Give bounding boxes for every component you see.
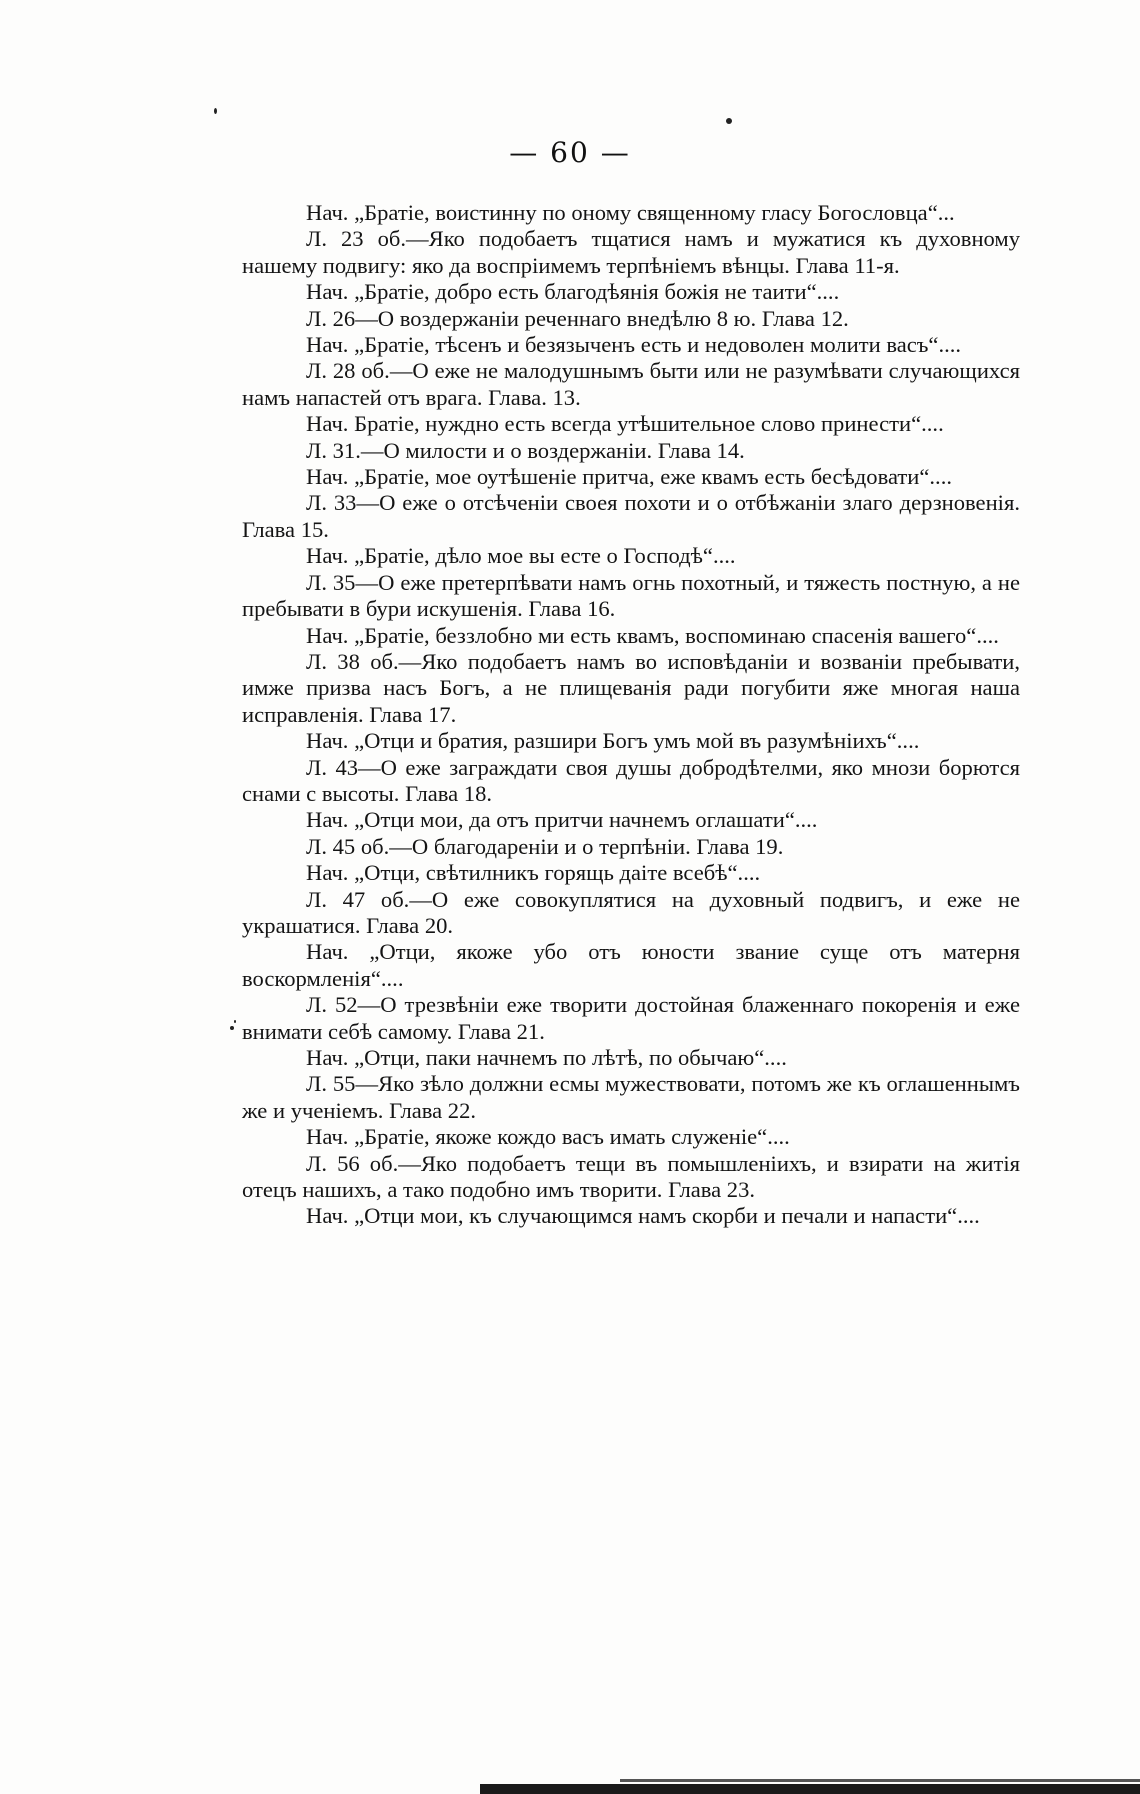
text-entry: Нач. Братіе, нуждно есть всегда утѣшительное слово принести“.... <box>306 411 944 437</box>
print-speck <box>230 1026 234 1030</box>
page-number: — 60 — <box>509 136 631 169</box>
text-entry: Л. 33—О еже о отсѣченіи своея похоти и о отбѣжаніи злаго дерзновенія. Глава 15. <box>242 490 1020 542</box>
text-entry: Нач. „Отци мои, да отъ притчи начнемъ оглашати“.... <box>306 807 818 833</box>
text-entry: Нач. „Отци, якоже убо отъ юности звание суще отъ матерня воскормленія“.... <box>242 939 1020 991</box>
table-of-contents-text <box>242 200 1020 1230</box>
text-entry: Нач. „Братіе, мое оутѣшеніе притча, еже квамъ есть бесѣдовати“.... <box>306 464 952 490</box>
text-entry: Нач. „Братіе, якоже кождо васъ имать служеніе“.... <box>306 1124 790 1150</box>
text-entry: Нач. „Братіе, дѣло мое вы есте о Господѣ“.... <box>306 543 736 569</box>
print-speck <box>214 108 217 114</box>
text-entry: Нач. „Отци, паки начнемъ по лѣтѣ, по обычаю“.... <box>306 1045 787 1070</box>
text-entry: Л. 31.—О милости и о воздержаніи. Глава 14. <box>306 437 745 463</box>
text-entry: Л. 38 об.—Яко подобаетъ намъ во исповѣданіи и возваніи пребывати, имже призва насъ Богъ, а не плищеванія ради погубити яже многая наша исправленія. Глава 17. <box>242 648 1020 727</box>
text-entry: Нач. „Отци мои, къ случающимся намъ скорби и печали и напасти“.... <box>306 1203 980 1229</box>
text-entry: Л. 55—Яко зѣло должни есмы мужествовати, потомъ же къ оглашеннымъ же и ученіемъ. Глава 22. <box>242 1071 1020 1123</box>
text-entry: Нач. „Братіе, воистинну по оному священному гласу Богословца“... <box>306 200 955 225</box>
print-speck <box>726 118 732 124</box>
text-entry: Л. 43—О еже заграждати своя душы добродѣтелми, яко мнози борются снами с высоты. Глава 18. <box>242 754 1020 806</box>
text-entry: Нач. „Братіе, беззлобно ми есть квамъ, воспоминаю спасенія вашего“.... <box>306 622 999 648</box>
text-entry: Нач. „Братіе, тѣсенъ и безязыченъ есть и недоволен молити васъ“.... <box>306 332 962 358</box>
print-speck <box>234 1020 236 1023</box>
text-entry: Л. 28 об.—О еже не малодушнымъ быти или не разумѣвати случающихся намъ напастей отъ врага. Глава. 13. <box>242 358 1020 410</box>
text-entry: Нач. „Отци и братия, разшири Богъ умъ мой въ разумѣніихъ“.... <box>306 728 920 754</box>
text-entry: Л. 52—О трезвѣніи еже творити достойная блаженнаго покоренія и еже внимати себѣ самому. Глава 21. <box>242 992 1020 1044</box>
scan-edge-bar <box>480 1784 1140 1794</box>
text-entry: Л. 45 об.—О благодареніи и о терпѣніи. Глава 19. <box>306 833 784 859</box>
scan-edge-line <box>620 1779 1140 1782</box>
text-entry: Л. 23 об.—Яко подобаетъ тщатися намъ и мужатися къ духовному нашему подвигу: яко да воспріимемъ терпѣніемъ вѣнцы. Глава 11-я. <box>242 226 1020 278</box>
text-entry: Л. 56 об.—Яко подобаетъ тещи въ помышленіихъ, и взирати на житія отецъ нашихъ, а тако подобно имъ творити. Глава 23. <box>242 1150 1020 1203</box>
text-entry: Нач. „Отци, свѣтилникъ горящь даіте всебѣ“.... <box>306 860 761 886</box>
text-entry: Л. 35—О еже претерпѣвати намъ огнь похотный, и тяжесть постную, а не пребывати в бури искушенія. Глава 16. <box>242 569 1020 622</box>
text-entry: Л. 26—О воздержаніи реченнаго внедѣлю 8 ю. Глава 12. <box>306 305 849 331</box>
text-entry: Л. 47 об.—О еже совокуплятися на духовный подвигъ, и еже не украшатися. Глава 20. <box>242 886 1020 938</box>
text-entry: Нач. „Братіе, добро есть благодѣянія божія не таити“.... <box>306 279 840 305</box>
